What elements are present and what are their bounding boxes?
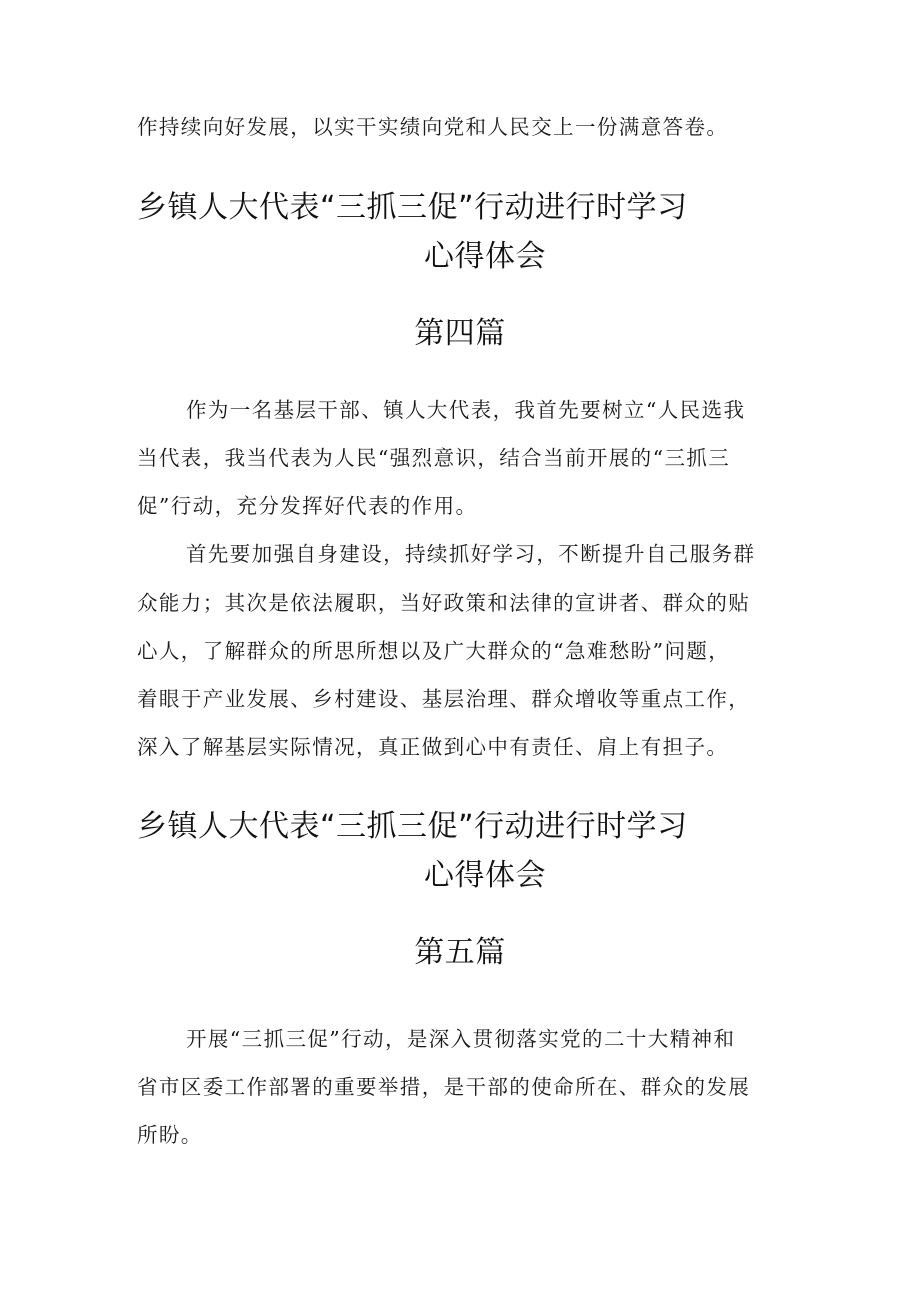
section-title-line2: 心得体会 xyxy=(424,858,546,893)
paragraph-line: 众能力；其次是依法履职，当好政策和法律的宣讲者、群众的贴 xyxy=(137,591,751,615)
paragraph-line: 首先要加强自身建设，持续抓好学习，不断提升自己服务群 xyxy=(186,542,756,566)
section-title-line1: 乡镇人大代表“三抓三促”行动进行时学习 xyxy=(137,190,688,225)
paragraph-line: 作为一名基层干部、镇人大代表，我首先要树立“人民选我 xyxy=(186,398,746,422)
section-title-line2: 心得体会 xyxy=(424,239,546,274)
paragraph-line: 当代表，我当代表为人民“强烈意识，结合当前开展的“三抓三 xyxy=(137,446,731,470)
opening-line: 作持续向好发展，以实干实绩向党和人民交上一份满意答卷。 xyxy=(137,115,729,139)
paragraph-line: 促”行动，充分发挥好代表的作用。 xyxy=(137,494,478,518)
paragraph-line: 所盼。 xyxy=(137,1123,203,1147)
paragraph-line: 开展“三抓三促”行动，是深入贯彻落实党的二十大精神和 xyxy=(186,1027,736,1051)
section-title-line1: 乡镇人大代表“三抓三促”行动进行时学习 xyxy=(137,809,688,844)
section-subtitle: 第四篇 xyxy=(414,316,506,351)
paragraph-line: 心人，了解群众的所思所想以及广大群众的“急难愁盼”问题， xyxy=(137,639,731,663)
paragraph-line: 深入了解基层实际情况，真正做到心中有责任、肩上有担子。 xyxy=(137,735,729,759)
paragraph-line: 省市区委工作部署的重要举措，是干部的使命所在、群众的发展 xyxy=(137,1075,751,1099)
section-subtitle: 第五篇 xyxy=(414,935,506,970)
paragraph-line: 着眼于产业发展、乡村建设、基层治理、群众增收等重点工作， xyxy=(137,687,751,711)
